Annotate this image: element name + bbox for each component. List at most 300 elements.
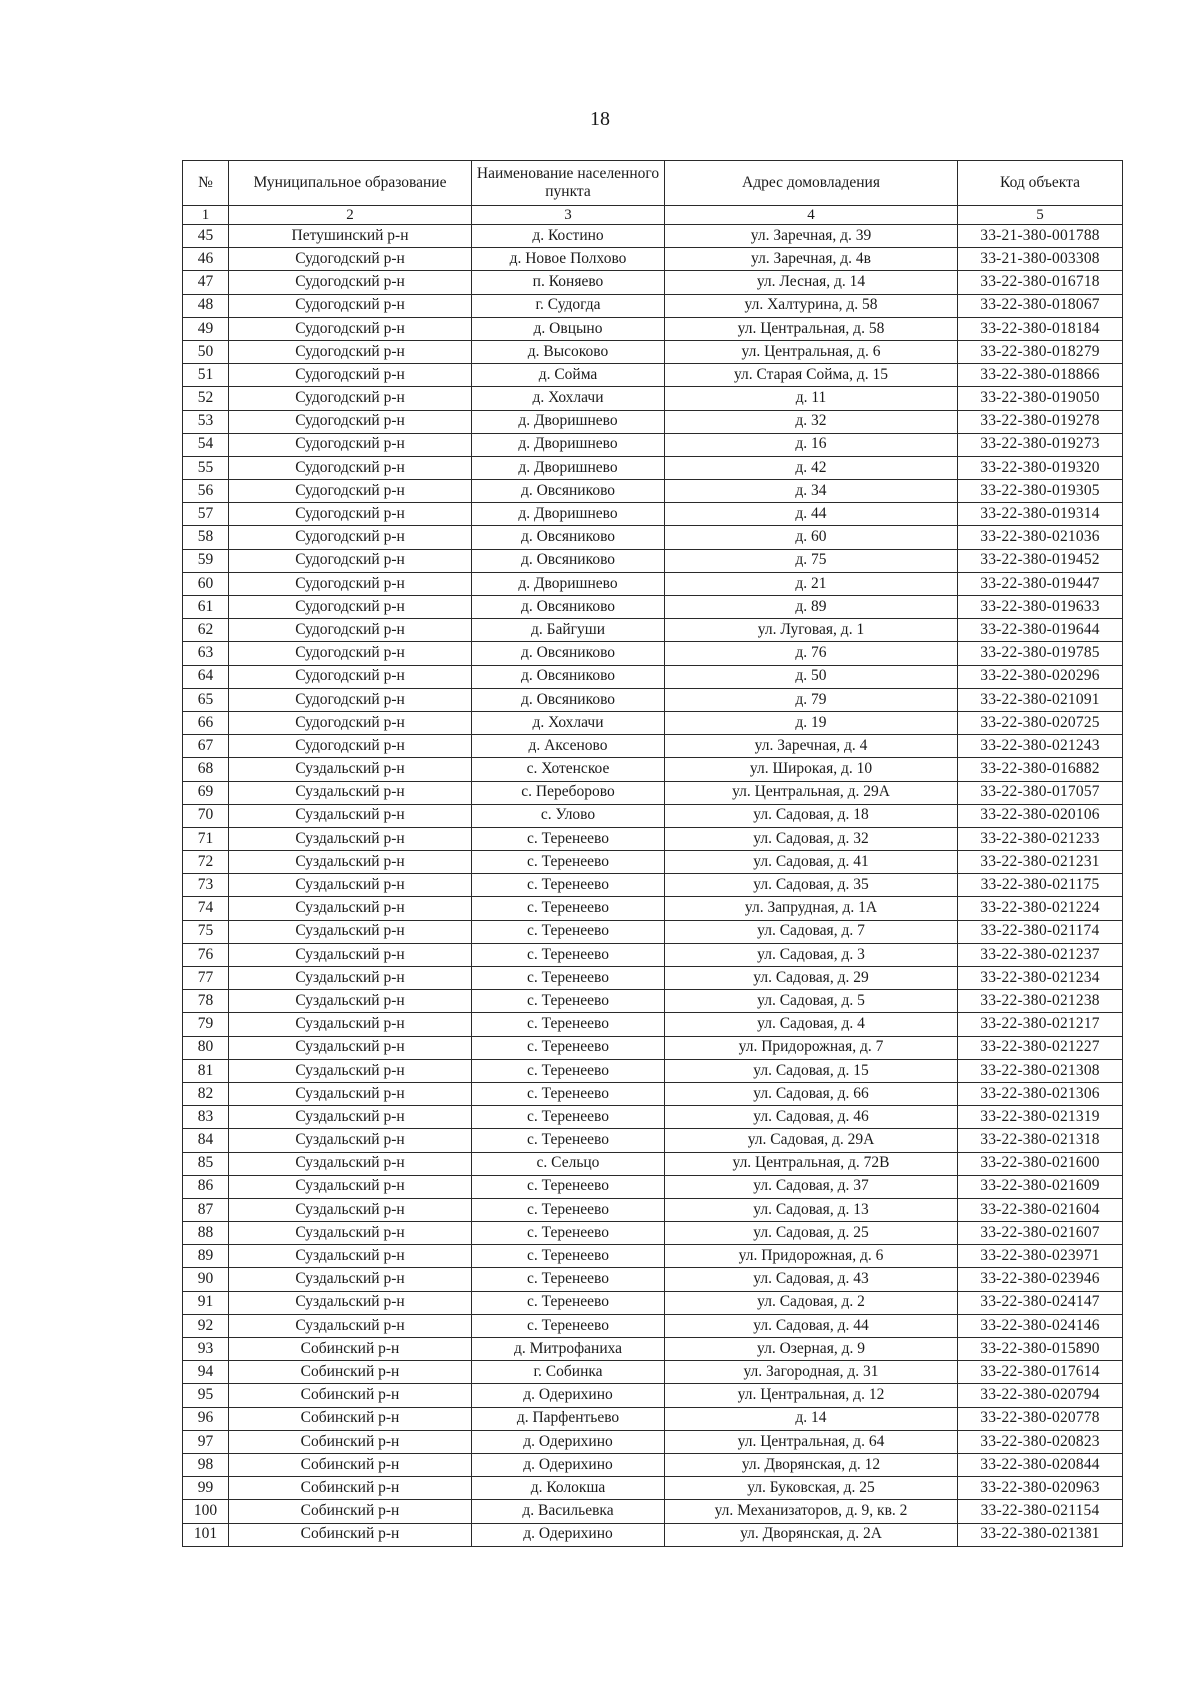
settlement-cell: д. Васильевка xyxy=(472,1500,665,1523)
table-row xyxy=(183,225,1123,248)
settlement-cell: д. Овсяниково xyxy=(472,642,665,665)
municipality-cell: Суздальский р-н xyxy=(229,1036,472,1059)
address-cell: ул. Луговая, д. 1 xyxy=(665,619,958,642)
address-cell: ул. Центральная, д. 64 xyxy=(665,1430,958,1453)
row-number: 93 xyxy=(183,1338,229,1361)
row-number: 56 xyxy=(183,480,229,503)
header-address: Адрес домовладения xyxy=(665,161,958,206)
table-row xyxy=(183,1338,1123,1361)
object-code-cell: 33-22-380-021609 xyxy=(958,1175,1123,1198)
municipality-cell: Суздальский р-н xyxy=(229,758,472,781)
municipality-cell: Петушинский р-н xyxy=(229,225,472,248)
row-number: 78 xyxy=(183,990,229,1013)
header-settlement: Наименование населенного пункта xyxy=(472,161,665,206)
row-number: 55 xyxy=(183,456,229,479)
municipality-cell: Судогодский р-н xyxy=(229,665,472,688)
column-index: 2 xyxy=(229,206,472,225)
row-number: 75 xyxy=(183,920,229,943)
address-cell: ул. Садовая, д. 2 xyxy=(665,1291,958,1314)
municipality-cell: Суздальский р-н xyxy=(229,1314,472,1337)
settlement-cell: с. Теренеево xyxy=(472,1198,665,1221)
row-number: 76 xyxy=(183,943,229,966)
header-object-code: Код объекта xyxy=(958,161,1123,206)
row-number: 65 xyxy=(183,688,229,711)
settlement-cell: д. Сойма xyxy=(472,364,665,387)
row-number: 69 xyxy=(183,781,229,804)
row-number: 57 xyxy=(183,503,229,526)
row-number: 60 xyxy=(183,572,229,595)
address-cell: д. 60 xyxy=(665,526,958,549)
table-row xyxy=(183,480,1123,503)
table-row xyxy=(183,387,1123,410)
row-number: 94 xyxy=(183,1361,229,1384)
address-cell: ул. Придорожная, д. 7 xyxy=(665,1036,958,1059)
table-row xyxy=(183,1384,1123,1407)
table-row xyxy=(183,920,1123,943)
table-row xyxy=(183,943,1123,966)
settlement-cell: п. Коняево xyxy=(472,271,665,294)
table-row xyxy=(183,967,1123,990)
address-cell: ул. Садовая, д. 25 xyxy=(665,1222,958,1245)
settlement-cell: с. Теренеево xyxy=(472,1222,665,1245)
object-code-cell: 33-22-380-018279 xyxy=(958,340,1123,363)
settlement-cell: с. Теренеево xyxy=(472,1268,665,1291)
municipality-cell: Суздальский р-н xyxy=(229,1013,472,1036)
municipality-cell: Собинский р-н xyxy=(229,1430,472,1453)
municipality-cell: Суздальский р-н xyxy=(229,874,472,897)
settlement-cell: с. Теренеево xyxy=(472,897,665,920)
municipality-cell: Судогодский р-н xyxy=(229,480,472,503)
table-row xyxy=(183,596,1123,619)
table-header xyxy=(183,161,1123,225)
address-cell: д. 42 xyxy=(665,456,958,479)
page-number: 18 xyxy=(590,108,610,130)
municipality-cell: Судогодский р-н xyxy=(229,294,472,317)
settlement-cell: д. Дворишнево xyxy=(472,503,665,526)
settlement-cell: с. Теренеево xyxy=(472,1314,665,1337)
table-row xyxy=(183,1500,1123,1523)
row-number: 49 xyxy=(183,317,229,340)
table-row xyxy=(183,1291,1123,1314)
address-cell: д. 79 xyxy=(665,688,958,711)
object-code-cell: 33-22-380-020823 xyxy=(958,1430,1123,1453)
municipality-cell: Собинский р-н xyxy=(229,1453,472,1476)
row-number: 80 xyxy=(183,1036,229,1059)
municipality-cell: Суздальский р-н xyxy=(229,1059,472,1082)
settlement-cell: с. Теренеево xyxy=(472,1082,665,1105)
object-code-cell: 33-22-380-016882 xyxy=(958,758,1123,781)
object-code-cell: 33-22-380-017614 xyxy=(958,1361,1123,1384)
row-number: 97 xyxy=(183,1430,229,1453)
row-number: 54 xyxy=(183,433,229,456)
row-number: 74 xyxy=(183,897,229,920)
object-code-cell: 33-22-380-021306 xyxy=(958,1082,1123,1105)
table-row xyxy=(183,990,1123,1013)
municipality-cell: Судогодский р-н xyxy=(229,340,472,363)
object-code-cell: 33-22-380-021607 xyxy=(958,1222,1123,1245)
table-row xyxy=(183,1152,1123,1175)
row-number: 99 xyxy=(183,1477,229,1500)
address-cell: д. 76 xyxy=(665,642,958,665)
table-row xyxy=(183,1222,1123,1245)
row-number: 89 xyxy=(183,1245,229,1268)
address-cell: ул. Садовая, д. 7 xyxy=(665,920,958,943)
settlement-cell: д. Колокша xyxy=(472,1477,665,1500)
settlement-cell: с. Теренеево xyxy=(472,874,665,897)
object-code-cell: 33-22-380-019050 xyxy=(958,387,1123,410)
address-cell: ул. Садовая, д. 15 xyxy=(665,1059,958,1082)
settlement-cell: с. Теренеево xyxy=(472,1036,665,1059)
municipality-cell: Суздальский р-н xyxy=(229,804,472,827)
address-cell: ул. Заречная, д. 4 xyxy=(665,735,958,758)
settlement-cell: д. Дворишнево xyxy=(472,456,665,479)
object-code-cell: 33-22-380-024146 xyxy=(958,1314,1123,1337)
row-number: 95 xyxy=(183,1384,229,1407)
table-row xyxy=(183,1314,1123,1337)
object-code-cell: 33-22-380-019314 xyxy=(958,503,1123,526)
row-number: 66 xyxy=(183,711,229,734)
row-number: 61 xyxy=(183,596,229,619)
row-number: 100 xyxy=(183,1500,229,1523)
row-number: 87 xyxy=(183,1198,229,1221)
settlement-cell: с. Улово xyxy=(472,804,665,827)
object-code-cell: 33-22-380-023946 xyxy=(958,1268,1123,1291)
address-cell: ул. Дворянская, д. 2А xyxy=(665,1523,958,1546)
row-number: 86 xyxy=(183,1175,229,1198)
address-cell: ул. Придорожная, д. 6 xyxy=(665,1245,958,1268)
row-number: 90 xyxy=(183,1268,229,1291)
object-code-cell: 33-22-380-021154 xyxy=(958,1500,1123,1523)
table-row xyxy=(183,1361,1123,1384)
row-number: 79 xyxy=(183,1013,229,1036)
table-row xyxy=(183,897,1123,920)
address-cell: ул. Садовая, д. 41 xyxy=(665,851,958,874)
municipality-cell: Судогодский р-н xyxy=(229,456,472,479)
settlement-cell: д. Костино xyxy=(472,225,665,248)
row-number: 71 xyxy=(183,827,229,850)
table-row xyxy=(183,1129,1123,1152)
municipality-cell: Судогодский р-н xyxy=(229,549,472,572)
table-row xyxy=(183,688,1123,711)
settlement-cell: с. Теренеево xyxy=(472,920,665,943)
municipality-cell: Судогодский р-н xyxy=(229,410,472,433)
table-row xyxy=(183,503,1123,526)
settlement-cell: с. Теренеево xyxy=(472,943,665,966)
table-row xyxy=(183,1523,1123,1546)
table-row xyxy=(183,456,1123,479)
row-number: 51 xyxy=(183,364,229,387)
row-number: 62 xyxy=(183,619,229,642)
object-code-cell: 33-22-380-020794 xyxy=(958,1384,1123,1407)
municipality-cell: Судогодский р-н xyxy=(229,735,472,758)
settlement-cell: д. Одерихино xyxy=(472,1453,665,1476)
row-number: 96 xyxy=(183,1407,229,1430)
municipality-cell: Суздальский р-н xyxy=(229,1222,472,1245)
table-row xyxy=(183,1453,1123,1476)
table-row xyxy=(183,271,1123,294)
table-row xyxy=(183,1175,1123,1198)
municipality-cell: Суздальский р-н xyxy=(229,1082,472,1105)
settlement-cell: с. Теренеево xyxy=(472,1106,665,1129)
object-code-cell: 33-22-380-021600 xyxy=(958,1152,1123,1175)
table-row xyxy=(183,851,1123,874)
row-number: 77 xyxy=(183,967,229,990)
row-number: 82 xyxy=(183,1082,229,1105)
object-code-cell: 33-22-380-020844 xyxy=(958,1453,1123,1476)
settlement-cell: д. Овсяниково xyxy=(472,596,665,619)
municipality-cell: Судогодский р-н xyxy=(229,433,472,456)
municipality-cell: Суздальский р-н xyxy=(229,1129,472,1152)
settlement-cell: с. Переборово xyxy=(472,781,665,804)
address-cell: д. 75 xyxy=(665,549,958,572)
municipality-cell: Суздальский р-н xyxy=(229,967,472,990)
settlement-cell: д. Аксеново xyxy=(472,735,665,758)
table-row xyxy=(183,827,1123,850)
municipality-cell: Судогодский р-н xyxy=(229,364,472,387)
object-code-cell: 33-22-380-018184 xyxy=(958,317,1123,340)
table-row xyxy=(183,549,1123,572)
settlement-cell: д. Дворишнево xyxy=(472,410,665,433)
municipality-cell: Суздальский р-н xyxy=(229,1291,472,1314)
municipality-cell: Собинский р-н xyxy=(229,1407,472,1430)
object-code-cell: 33-22-380-020725 xyxy=(958,711,1123,734)
object-code-cell: 33-21-380-001788 xyxy=(958,225,1123,248)
row-number: 58 xyxy=(183,526,229,549)
object-code-cell: 33-22-380-019785 xyxy=(958,642,1123,665)
address-cell: ул. Садовая, д. 3 xyxy=(665,943,958,966)
table-row xyxy=(183,735,1123,758)
object-code-cell: 33-22-380-018866 xyxy=(958,364,1123,387)
settlement-cell: д. Парфентьево xyxy=(472,1407,665,1430)
settlement-cell: с. Теренеево xyxy=(472,851,665,874)
settlement-cell: д. Дворишнево xyxy=(472,572,665,595)
settlement-cell: с. Теренеево xyxy=(472,1291,665,1314)
address-cell: ул. Садовая, д. 44 xyxy=(665,1314,958,1337)
object-code-cell: 33-22-380-021237 xyxy=(958,943,1123,966)
settlement-cell: д. Дворишнево xyxy=(472,433,665,456)
municipality-cell: Судогодский р-н xyxy=(229,317,472,340)
settlement-cell: д. Овсяниково xyxy=(472,549,665,572)
address-cell: ул. Запрудная, д. 1А xyxy=(665,897,958,920)
row-number: 64 xyxy=(183,665,229,688)
object-code-cell: 33-22-380-020963 xyxy=(958,1477,1123,1500)
settlement-cell: д. Митрофаниха xyxy=(472,1338,665,1361)
object-code-cell: 33-22-380-020106 xyxy=(958,804,1123,827)
address-cell: ул. Механизаторов, д. 9, кв. 2 xyxy=(665,1500,958,1523)
object-code-cell: 33-22-380-021308 xyxy=(958,1059,1123,1082)
table-row xyxy=(183,781,1123,804)
table-row xyxy=(183,665,1123,688)
column-index: 4 xyxy=(665,206,958,225)
object-code-cell: 33-22-380-021243 xyxy=(958,735,1123,758)
object-code-cell: 33-22-380-020778 xyxy=(958,1407,1123,1430)
municipality-cell: Судогодский р-н xyxy=(229,526,472,549)
table-row xyxy=(183,1082,1123,1105)
object-code-cell: 33-22-380-019273 xyxy=(958,433,1123,456)
table-row xyxy=(183,1268,1123,1291)
settlement-cell: д. Одерихино xyxy=(472,1523,665,1546)
address-cell: ул. Центральная, д. 72В xyxy=(665,1152,958,1175)
table-row xyxy=(183,619,1123,642)
address-cell: ул. Центральная, д. 58 xyxy=(665,317,958,340)
municipality-cell: Судогодский р-н xyxy=(229,688,472,711)
object-code-cell: 33-22-380-021174 xyxy=(958,920,1123,943)
address-cell: ул. Садовая, д. 46 xyxy=(665,1106,958,1129)
object-code-cell: 33-22-380-021091 xyxy=(958,688,1123,711)
row-number: 70 xyxy=(183,804,229,827)
row-number: 63 xyxy=(183,642,229,665)
row-number: 101 xyxy=(183,1523,229,1546)
settlement-cell: г. Собинка xyxy=(472,1361,665,1384)
table-row xyxy=(183,340,1123,363)
address-cell: д. 11 xyxy=(665,387,958,410)
municipality-cell: Суздальский р-н xyxy=(229,1245,472,1268)
settlement-cell: д. Высоково xyxy=(472,340,665,363)
object-code-cell: 33-21-380-003308 xyxy=(958,248,1123,271)
table-row xyxy=(183,1036,1123,1059)
object-code-cell: 33-22-380-021319 xyxy=(958,1106,1123,1129)
object-code-cell: 33-22-380-021604 xyxy=(958,1198,1123,1221)
address-cell: д. 89 xyxy=(665,596,958,619)
municipality-cell: Судогодский р-н xyxy=(229,642,472,665)
municipality-cell: Собинский р-н xyxy=(229,1338,472,1361)
address-cell: д. 14 xyxy=(665,1407,958,1430)
table-row xyxy=(183,1407,1123,1430)
object-code-cell: 33-22-380-015890 xyxy=(958,1338,1123,1361)
address-cell: д. 16 xyxy=(665,433,958,456)
row-number: 52 xyxy=(183,387,229,410)
address-cell: д. 50 xyxy=(665,665,958,688)
object-code-cell: 33-22-380-019644 xyxy=(958,619,1123,642)
object-code-cell: 33-22-380-019447 xyxy=(958,572,1123,595)
row-number: 83 xyxy=(183,1106,229,1129)
settlement-cell: д. Одерихино xyxy=(472,1430,665,1453)
municipality-cell: Судогодский р-н xyxy=(229,387,472,410)
settlement-cell: с. Хотенское xyxy=(472,758,665,781)
address-cell: ул. Дворянская, д. 12 xyxy=(665,1453,958,1476)
object-code-cell: 33-22-380-019633 xyxy=(958,596,1123,619)
address-cell: ул. Садовая, д. 66 xyxy=(665,1082,958,1105)
header-number: № xyxy=(183,161,229,206)
object-code-cell: 33-22-380-021381 xyxy=(958,1523,1123,1546)
row-number: 98 xyxy=(183,1453,229,1476)
address-cell: ул. Центральная, д. 29А xyxy=(665,781,958,804)
table-row xyxy=(183,1198,1123,1221)
table-row xyxy=(183,410,1123,433)
municipality-cell: Собинский р-н xyxy=(229,1500,472,1523)
address-cell: ул. Заречная, д. 39 xyxy=(665,225,958,248)
row-number: 46 xyxy=(183,248,229,271)
row-number: 85 xyxy=(183,1152,229,1175)
settlement-cell: д. Овцыно xyxy=(472,317,665,340)
column-index: 5 xyxy=(958,206,1123,225)
municipality-cell: Суздальский р-н xyxy=(229,1175,472,1198)
municipality-cell: Судогодский р-н xyxy=(229,619,472,642)
row-number: 50 xyxy=(183,340,229,363)
settlement-cell: с. Теренеево xyxy=(472,967,665,990)
address-cell: ул. Заречная, д. 4в xyxy=(665,248,958,271)
municipality-cell: Суздальский р-н xyxy=(229,1106,472,1129)
table-row xyxy=(183,1059,1123,1082)
object-code-cell: 33-22-380-021227 xyxy=(958,1036,1123,1059)
settlement-cell: с. Теренеево xyxy=(472,827,665,850)
municipality-cell: Собинский р-н xyxy=(229,1384,472,1407)
address-cell: ул. Садовая, д. 29 xyxy=(665,967,958,990)
object-code-cell: 33-22-380-021233 xyxy=(958,827,1123,850)
address-cell: д. 32 xyxy=(665,410,958,433)
object-code-cell: 33-22-380-019452 xyxy=(958,549,1123,572)
column-index-row xyxy=(183,206,1123,225)
municipality-cell: Собинский р-н xyxy=(229,1361,472,1384)
table-row xyxy=(183,1106,1123,1129)
table-row xyxy=(183,758,1123,781)
object-code-cell: 33-22-380-021231 xyxy=(958,851,1123,874)
row-number: 73 xyxy=(183,874,229,897)
address-cell: ул. Садовая, д. 18 xyxy=(665,804,958,827)
municipality-cell: Суздальский р-н xyxy=(229,851,472,874)
table-row xyxy=(183,804,1123,827)
row-number: 84 xyxy=(183,1129,229,1152)
address-cell: ул. Озерная, д. 9 xyxy=(665,1338,958,1361)
address-cell: ул. Садовая, д. 13 xyxy=(665,1198,958,1221)
municipality-cell: Судогодский р-н xyxy=(229,572,472,595)
address-cell: ул. Садовая, д. 32 xyxy=(665,827,958,850)
table-row xyxy=(183,642,1123,665)
municipality-cell: Собинский р-н xyxy=(229,1477,472,1500)
object-code-cell: 33-22-380-016718 xyxy=(958,271,1123,294)
address-cell: ул. Садовая, д. 5 xyxy=(665,990,958,1013)
address-cell: ул. Садовая, д. 35 xyxy=(665,874,958,897)
object-code-cell: 33-22-380-021318 xyxy=(958,1129,1123,1152)
object-code-cell: 33-22-380-020296 xyxy=(958,665,1123,688)
municipality-cell: Суздальский р-н xyxy=(229,827,472,850)
settlement-cell: с. Сельцо xyxy=(472,1152,665,1175)
municipality-cell: Суздальский р-н xyxy=(229,1198,472,1221)
object-code-cell: 33-22-380-019278 xyxy=(958,410,1123,433)
settlement-cell: д. Хохлачи xyxy=(472,387,665,410)
address-cell: ул. Загородная, д. 31 xyxy=(665,1361,958,1384)
object-code-cell: 33-22-380-021224 xyxy=(958,897,1123,920)
municipality-cell: Суздальский р-н xyxy=(229,781,472,804)
settlement-cell: с. Теренеево xyxy=(472,1059,665,1082)
address-cell: ул. Центральная, д. 12 xyxy=(665,1384,958,1407)
address-cell: ул. Широкая, д. 10 xyxy=(665,758,958,781)
object-code-cell: 33-22-380-021217 xyxy=(958,1013,1123,1036)
object-code-cell: 33-22-380-021238 xyxy=(958,990,1123,1013)
settlement-cell: с. Теренеево xyxy=(472,990,665,1013)
settlement-cell: д. Овсяниково xyxy=(472,665,665,688)
settlement-cell: с. Теренеево xyxy=(472,1245,665,1268)
settlement-cell: д. Овсяниково xyxy=(472,480,665,503)
table-row xyxy=(183,874,1123,897)
table-row xyxy=(183,248,1123,271)
object-code-cell: 33-22-380-019320 xyxy=(958,456,1123,479)
row-number: 59 xyxy=(183,549,229,572)
row-number: 45 xyxy=(183,225,229,248)
settlement-cell: д. Новое Полхово xyxy=(472,248,665,271)
object-code-cell: 33-22-380-023971 xyxy=(958,1245,1123,1268)
address-cell: д. 44 xyxy=(665,503,958,526)
settlement-cell: д. Одерихино xyxy=(472,1384,665,1407)
row-number: 81 xyxy=(183,1059,229,1082)
table-row xyxy=(183,294,1123,317)
table-body xyxy=(183,225,1123,1547)
municipality-cell: Суздальский р-н xyxy=(229,943,472,966)
table-row xyxy=(183,1013,1123,1036)
municipality-cell: Суздальский р-н xyxy=(229,897,472,920)
object-code-cell: 33-22-380-021234 xyxy=(958,967,1123,990)
address-cell: ул. Садовая, д. 29А xyxy=(665,1129,958,1152)
